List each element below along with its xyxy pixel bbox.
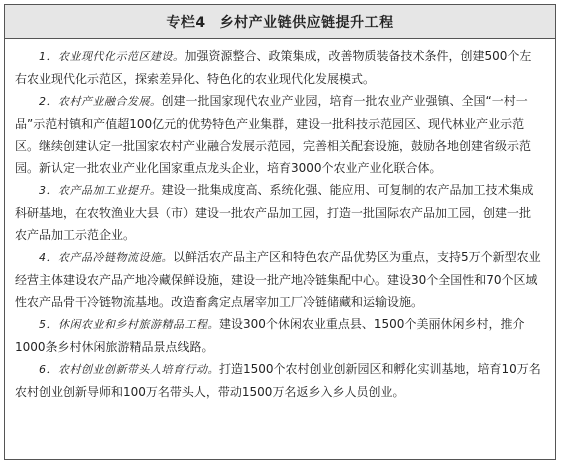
column-box (4, 4, 556, 460)
item-lead: 6．农村创业创新带头人培育行动。 (39, 363, 219, 376)
item-text: 建设一批集成度高、系统化强、能应用、可复制的农产品加工技术集成科研基地，在农牧渔业大县（市）建设一批农产品加工园，打造一批国际农产品加工园，创建一批农产品加工示范企业。 (15, 183, 534, 242)
item-text: 加强资源整合、政策集成，改善物质装备技术条件，创建500个左右农业现代化示范区，探索差异化、特色化的农业现代化发展模式。 (15, 49, 532, 86)
column-label: 专栏4 (166, 14, 206, 31)
list-item (15, 90, 541, 179)
item-text: 以鲜活农产品主产区和特色农产品优势区为重点，支持5万个新型农业经营主体建设农产品产地冷藏保鲜设施，建设一批产地冷链集配中心。建设30个全国性和70个区域性农产品骨干冷链物流基地。改造畜禽定点屠宰加工厂冷链储藏和运输设施。 (15, 250, 541, 309)
item-lead: 1．农业现代化示范区建设。 (39, 50, 185, 63)
item-text: 建设300个休闲农业重点县、1500个美丽休闲乡村，推介1000条乡村休闲旅游精品景点线路。 (15, 317, 525, 354)
list-item (15, 45, 541, 90)
box-content (5, 39, 555, 403)
column-title: 乡村产业链供应链提升工程 (219, 14, 394, 31)
list-item (15, 358, 541, 403)
item-lead: 4．农产品冷链物流设施。 (39, 251, 173, 264)
list-item (15, 246, 541, 313)
item-lead: 2．农村产业融合发展。 (39, 95, 162, 108)
item-text: 打造1500个农村创业创新园区和孵化实训基地，培育10万名农村创业创新导师和100万名带头人，带动1500万名返乡入乡人员创业。 (15, 362, 541, 399)
item-lead: 5．休闲农业和乡村旅游精品工程。 (39, 318, 219, 331)
list-item (15, 313, 541, 358)
list-item (15, 179, 541, 246)
item-lead: 3．农产品加工业提升。 (39, 184, 162, 197)
box-header (5, 5, 555, 39)
item-text: 创建一批国家现代农业产业园，培育一批农业产业强镇、全国“一村一品”示范村镇和产值超100亿元的优势特色产业集群，建设一批科技示范园区、现代林业产业示范区。继续创建认定一批国家农村产业融合发展示范园，完善相关配套设施，鼓励各地创建省级示范园。新认定一批农业产业化国家重点龙头企业，培育3000个农业产业化联合体。 (15, 94, 532, 175)
